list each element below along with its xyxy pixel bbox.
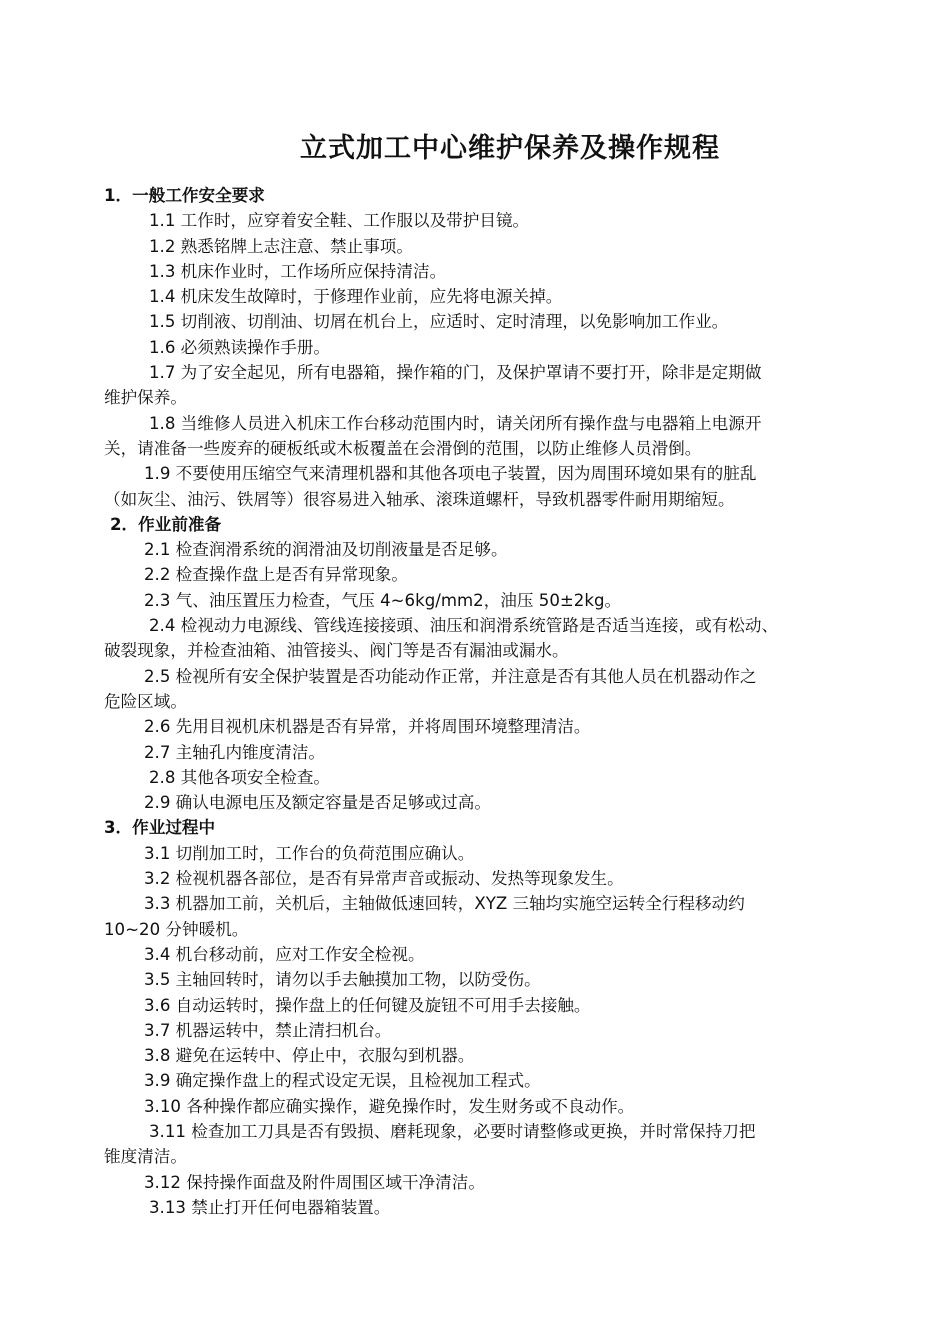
paragraph-line: 维护保养。 (104, 388, 187, 408)
paragraph-line: 3.5 主轴回转时，请勿以手去触摸加工物，以防受伤。 (144, 970, 541, 990)
paragraph-line: 3.4 机台移动前，应对工作安全检视。 (144, 944, 425, 964)
paragraph-line: 3.3 机器加工前，关机后，主轴做低速回转，XYZ 三轴均实施空运转全行程移动约 (144, 894, 745, 914)
paragraph-line: 1.2 熟悉铭牌上志注意、禁止事项。 (149, 236, 413, 256)
document-body (104, 183, 874, 1220)
section-heading-2: 2．作业前准备 (110, 514, 222, 534)
paragraph-line: 危险区域。 (104, 691, 187, 711)
paragraph-line: 2.5 检视所有安全保护装置是否功能动作正常，并注意是否有其他人员在机器动作之 (144, 666, 757, 686)
paragraph-line: 3.12 保持操作面盘及附件周围区域干净清洁。 (144, 1172, 485, 1192)
paragraph-line: 3.2 检视机器各部位，是否有异常声音或振动、发热等现象发生。 (144, 869, 624, 889)
paragraph-line: 2.9 确认电源电压及额定容量是否足够或过高。 (144, 793, 491, 813)
paragraph-line: 3.7 机器运转中，禁止清扫机台。 (144, 1020, 392, 1040)
paragraph-line: 2.6 先用目视机床机器是否有异常，并将周围环境整理清洁。 (144, 717, 591, 737)
paragraph-line: 3.10 各种操作都应确实操作，避免操作时，发生财务或不良动作。 (144, 1096, 635, 1116)
paragraph-line: 3.11 检查加工刀具是否有毁损、磨耗现象，必要时请整修或更换，并时常保持刀把 (149, 1121, 756, 1141)
paragraph-line: 3.8 避免在运转中、停止中，衣服勾到机器。 (144, 1046, 475, 1066)
paragraph-line: 3.6 自动运转时，操作盘上的任何键及旋钮不可用手去接触。 (144, 995, 591, 1015)
section-heading-1: 1．一般工作安全要求 (104, 186, 265, 205)
paragraph-line: 2.1 检查润滑系统的润滑油及切削液量是否足够。 (144, 540, 508, 560)
paragraph-line: 1.1 工作时，应穿着安全鞋、工作服以及带护目镜。 (149, 211, 530, 231)
paragraph-line: 2.2 检查操作盘上是否有异常现象。 (144, 565, 408, 585)
section-heading-3: 3．作业过程中 (104, 818, 216, 838)
paragraph-line: 10~20 分钟暖机。 (104, 919, 249, 939)
document-title: 立式加工中心维护保养及操作规程 (300, 133, 720, 164)
paragraph-line: 1.9 不要使用压缩空气来清理机器和其他各项电子装置，因为周围环境如果有的脏乱 (144, 464, 757, 484)
paragraph-line: 2.3 气、油压置压力检查，气压 4~6kg/mm2，油压 50±2kg。 (144, 590, 622, 610)
paragraph-line: 2.7 主轴孔内锥度清洁。 (144, 742, 326, 762)
paragraph-line: 1.8 当维修人员进入机床工作台移动范围内时，请关闭所有操作盘与电器箱上电源开 (149, 413, 762, 433)
paragraph-line: （如灰尘、油污、铁屑等）很容易进入轴承、滚珠道螺杆，导致机器零件耐用期缩短。 (104, 489, 735, 509)
paragraph-line: 破裂现象，并检查油箱、油管接头、阀门等是否有漏油或漏水。 (104, 641, 569, 661)
paragraph-line: 1.5 切削液、切削油、切屑在机台上，应适时、定时清理，以免影响加工作业。 (149, 312, 729, 332)
paragraph-line: 1.3 机床作业时，工作场所应保持清洁。 (149, 261, 447, 281)
paragraph-line: 3.1 切削加工时，工作台的负荷范围应确认。 (144, 843, 475, 863)
paragraph-line: 1.7 为了安全起见，所有电器箱，操作箱的门，及保护罩请不要打开，除非是定期做 (149, 363, 762, 383)
paragraph-line: 1.4 机床发生故障时，于修理作业前，应先将电源关掉。 (149, 287, 563, 307)
paragraph-line: 1.6 必须熟读操作手册。 (149, 337, 331, 357)
paragraph-line: 2.4 检视动力电源线、管线连接接頭、油压和润滑系统管路是否适当连接，或有松动、 (149, 616, 779, 636)
paragraph-line: 关，请准备一些废弃的硬板纸或木板覆盖在会滑倒的范围，以防止维修人员滑倒。 (104, 438, 702, 458)
paragraph-line: 3.13 禁止打开任何电器箱装置。 (149, 1197, 391, 1217)
paragraph-line: 2.8 其他各项安全检查。 (149, 767, 331, 787)
paragraph-line: 锥度清洁。 (104, 1147, 187, 1167)
paragraph-line: 3.9 确定操作盘上的程式设定无误，且检视加工程式。 (144, 1071, 541, 1091)
